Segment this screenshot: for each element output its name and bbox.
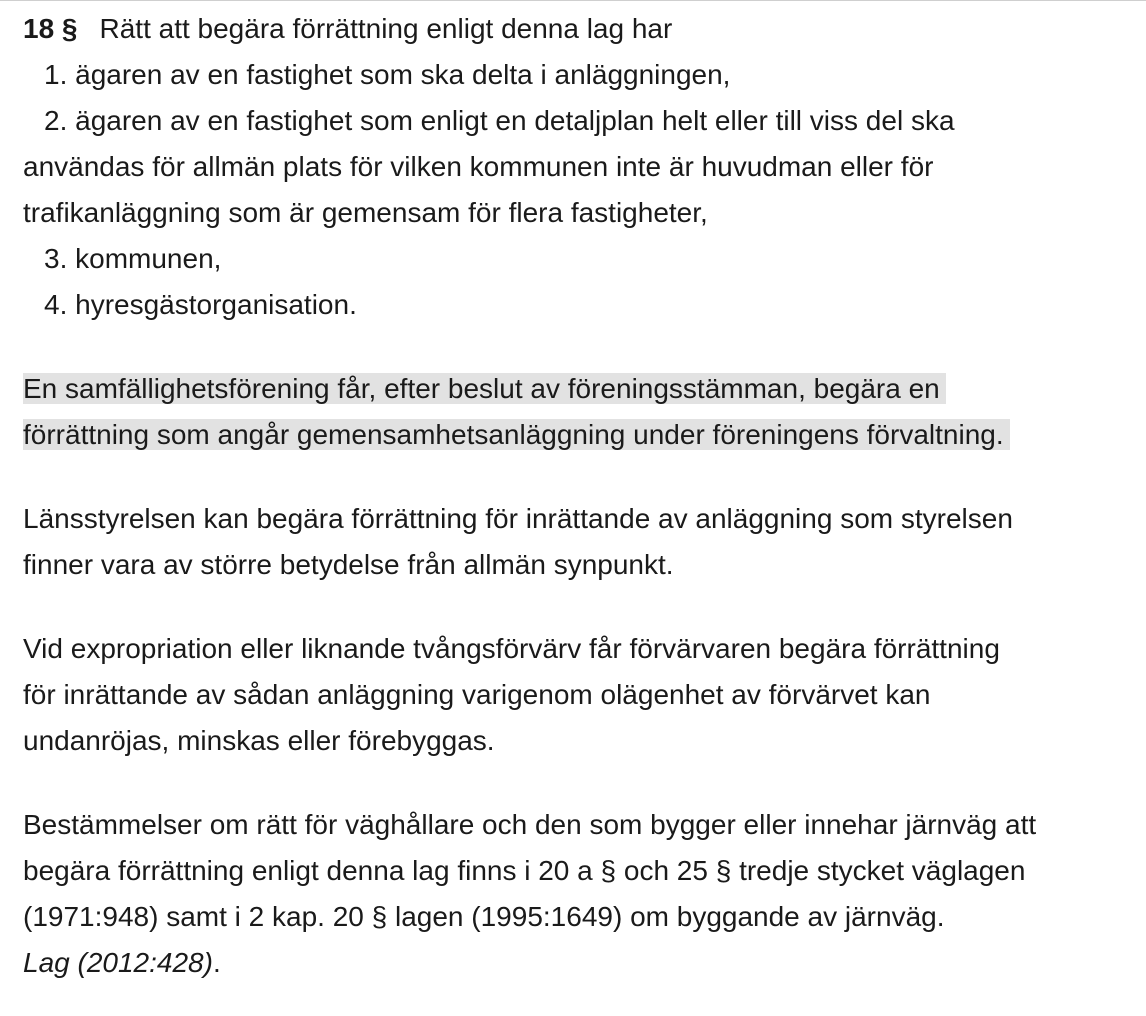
- paragraph-spacer: [23, 458, 1123, 496]
- list-item: 4. hyresgästorganisation.: [44, 289, 357, 320]
- list-item: 2. ägaren av en fastighet som enligt en detaljplan helt eller till viss del ska: [44, 105, 955, 136]
- law-reference-link[interactable]: Lag (2012:428): [23, 947, 213, 978]
- highlighted-text: förrättning som angår gemensamhetsanläggning under föreningens förvaltning.: [23, 419, 1010, 450]
- list-item-continuation: användas för allmän plats för vilken kommunen inte är huvudman eller för: [23, 151, 934, 182]
- list-item: 3. kommunen,: [44, 243, 222, 274]
- law-section-18: [23, 6, 1123, 986]
- law-reference: [23, 940, 1123, 986]
- highlighted-paragraph-line: [23, 412, 1123, 458]
- paragraph-line: (1971:948) samt i 2 kap. 20 § lagen (1995:1649) om byggande av järnväg.: [23, 901, 945, 932]
- paragraph-line: för inrättande av sådan anläggning varigenom olägenhet av förvärvet kan: [23, 679, 931, 710]
- highlighted-text: En samfällighetsförening får, efter beslut av föreningsstämman, begära en: [23, 373, 946, 404]
- paragraph-line: finner vara av större betydelse från allmän synpunkt.: [23, 549, 674, 580]
- paragraph-line: Länsstyrelsen kan begära förrättning för inrättande av anläggning som styrelsen: [23, 503, 1013, 534]
- paragraph-line: Bestämmelser om rätt för väghållare och den som bygger eller innehar järnväg att: [23, 809, 1037, 840]
- highlighted-paragraph-line: [23, 366, 1123, 412]
- section-heading: [23, 6, 1123, 52]
- paragraph-spacer: [23, 588, 1123, 626]
- section-number: 18 §: [23, 13, 78, 44]
- top-divider: [0, 0, 1146, 1]
- paragraph-spacer: [23, 328, 1123, 366]
- paragraph-line: begära förrättning enligt denna lag finns i 20 a § och 25 § tredje stycket väglagen: [23, 855, 1026, 886]
- list-item-continuation: trafikanläggning som är gemensam för flera fastigheter,: [23, 197, 708, 228]
- section-intro: Rätt att begära förrättning enligt denna lag har: [99, 13, 673, 44]
- paragraph-line: Vid expropriation eller liknande tvångsförvärv får förvärvaren begära förrättning: [23, 633, 1000, 664]
- paragraph-line: undanröjas, minskas eller förebyggas.: [23, 725, 495, 756]
- law-reference-period: .: [212, 947, 221, 978]
- list-item: 1. ägaren av en fastighet som ska delta i anläggningen,: [44, 59, 731, 90]
- paragraph-spacer: [23, 764, 1123, 802]
